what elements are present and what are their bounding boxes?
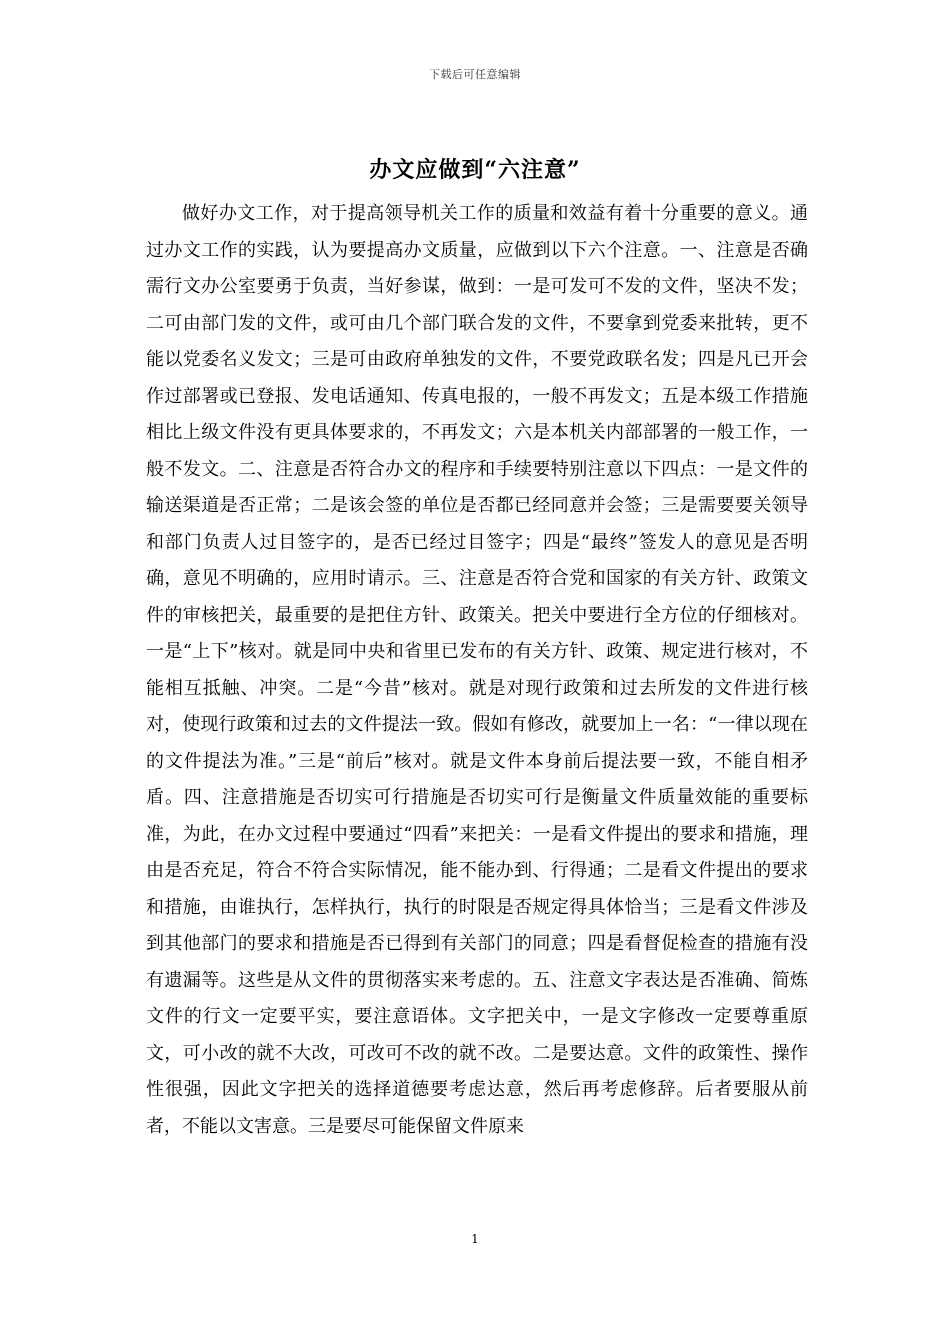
document-body-paragraph: 做好办文工作，对于提高领导机关工作的质量和效益有着十分重要的意义。通过办文工作的实践，认为要提高办文质量，应做到以下六个注意。一、注意是否确需行文办公室要勇于负责，当好参谋，做到：一是可发可不发的文件，坚决不发；二可由部门发的文件，或可由几个部门联合发的文件，不要拿到党委来批转，更不能以党委名义发文；三是可由政府单独发的文件，不要党政联名发；四是凡已开会作过部署或已登报、发电话通知、传真电报的，一般不再发文；五是本级工作措施相比上级文件没有更具体要求的，不再发文；六是本机关内部部署的一般工作，一般不发文。二、注意是否符合办文的程序和手续要特别注意以下四点：一是文件的输送渠道是否正常；二是该会签的单位是否都已经同意并会签；三是需要要关领导和部门负责人过目签字的，是否已经过目签字；四是“最终”签发人的意见是否明确，意见不明确的，应用时请示。三、注意是否符合党和国家的有关方针、政策文件的审核把关，最重要的是把住方针、政策关。把关中要进行全方位的仔细核对。一是“上下”核对。就是同中央和省里已发布的有关方针、政策、规定进行核对，不能相互抵触、冲突。二是“今昔”核对。就是对现行政策和过去所发的文件进行核对，使现行政策和过去的文件提法一致。假如有修改，就要加上一名：“一律以现在的文件提法为准。”三是“前后”核对。就是文件本身前后提法要一致，不能自相矛盾。四、注意措施是否切实可行措施是否切实可行是衡量文件质量效能的重要标准，为此，在办文过程中要通过“四看”来把关：一是看文件提出的要求和措施，理由是否充足，符合不符合实际情况，能不能办到、行得通；二是看文件提出的要求和措施，由谁执行，怎样执行，执行的时限是否规定得具体恰当；三是看文件涉及到其他部门的要求和措施是否已得到有关部门的同意；四是看督促检查的措施有没有遗漏等。这些是从文件的贯彻落实来考虑的。五、注意文字表达是否准确、简炼文件的行文一定要平实，要注意语体。文字把关中，一是文字修改一定要尊重原文，可小改的就不大改，可改可不改的就不改。二是要达意。文件的政策性、操作性很强，因此文字把关的选择道德要考虑达意，然后再考虑修辞。后者要服从前者，不能以文害意。三是要尽可能保留文件原来	[146, 203, 808, 1137]
page-number: 1	[471, 1232, 479, 1246]
document-title: 办文应做到“六注意”	[369, 157, 581, 183]
page-header: 下载后可任意编辑	[429, 68, 521, 81]
